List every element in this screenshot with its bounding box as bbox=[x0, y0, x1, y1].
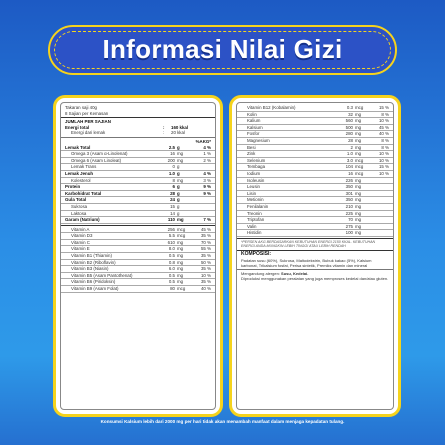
nutrient-name: Vitamin B2 (Riboflavin) bbox=[71, 259, 116, 265]
vitamin-list bbox=[61, 227, 215, 293]
nutrient-amount: 1.0 bbox=[168, 170, 175, 176]
nutrient-amount: 6 bbox=[172, 184, 175, 190]
nutrient-unit: g bbox=[177, 164, 180, 170]
nutrient-name: Kalium bbox=[247, 118, 261, 124]
nutrient-unit: g bbox=[177, 203, 180, 209]
nutrient-name: Omega 6 (Asam Linoleat) bbox=[71, 157, 122, 163]
nutrient-unit: mg bbox=[177, 259, 184, 265]
nutrient-row bbox=[237, 171, 393, 178]
nutrient-amount: 500 bbox=[345, 124, 353, 130]
nutrient-akg: 8 % bbox=[381, 144, 389, 150]
nutrient-name: Gula Total bbox=[65, 197, 87, 203]
nutrient-row bbox=[61, 246, 215, 253]
footer-note: Konsumsi Kalsium lebih dari 2000 mg per hari tidak akan menambah manfaat dalam menjaga kepadatan tulang. bbox=[100, 419, 345, 424]
nutrient-row bbox=[61, 191, 215, 198]
nutrient-row bbox=[61, 227, 215, 234]
nutrient-row bbox=[61, 253, 215, 260]
nutrient-akg: 9 % bbox=[203, 184, 211, 190]
nutrient-amount: 0.5 bbox=[168, 253, 175, 259]
nutrient-amount: 2.5 bbox=[168, 144, 175, 150]
nutrient-unit: mg bbox=[177, 266, 184, 272]
nutrient-unit: mg bbox=[177, 279, 184, 285]
nutrient-row bbox=[61, 260, 215, 267]
nutrient-unit: mcg bbox=[355, 170, 364, 176]
nutrient-akg bbox=[371, 217, 389, 223]
nutrient-name: Laktosa bbox=[71, 210, 87, 216]
nutrient-akg: 8 % bbox=[381, 111, 389, 117]
nutrient-akg bbox=[371, 184, 389, 190]
page-title: Informasi Nilai Gizi bbox=[102, 34, 343, 64]
nutrient-unit: mg bbox=[355, 230, 362, 236]
nutrient-amount: 80 bbox=[170, 286, 175, 292]
nutrient-amount: 8.0 bbox=[168, 246, 175, 252]
nutrient-unit: g bbox=[177, 184, 180, 190]
nutrient-akg: 10 % bbox=[378, 170, 389, 176]
nutrient-akg: 3 % bbox=[203, 177, 211, 183]
nutrient-row bbox=[237, 118, 393, 125]
nutrient-akg: 70 % bbox=[200, 239, 211, 245]
nutrient-unit: g bbox=[177, 197, 180, 203]
nutrient-row bbox=[61, 184, 215, 191]
nutrient-row bbox=[61, 178, 215, 185]
nutrient-name: Vitamin C bbox=[71, 239, 90, 245]
nutrient-name: Lisin bbox=[247, 190, 257, 196]
nutrient-name: Garam (Natrium) bbox=[65, 217, 100, 223]
nutrient-row bbox=[61, 151, 215, 158]
nutrient-name: Triptofan bbox=[247, 217, 265, 223]
nutrient-unit: mg bbox=[355, 131, 362, 137]
nutrient-unit: g bbox=[177, 144, 180, 150]
nutrient-unit: mg bbox=[355, 197, 362, 203]
nutrient-row bbox=[237, 217, 393, 224]
nutrient-unit: mg bbox=[355, 217, 362, 223]
nutrient-name: Valin bbox=[247, 223, 257, 229]
nutrient-name: Zink bbox=[247, 151, 256, 157]
nutrient-akg bbox=[371, 211, 389, 217]
nutrient-name: Magnesium bbox=[247, 137, 270, 143]
nutrient-amount: 110 bbox=[167, 217, 175, 223]
nutrient-akg bbox=[371, 197, 389, 203]
nutrient-row bbox=[61, 279, 215, 286]
akg-header: %AKG* bbox=[195, 138, 211, 144]
nutrient-unit: mcg bbox=[355, 164, 364, 170]
nutrient-akg: 35 % bbox=[200, 279, 211, 285]
nutrient-amount: 280 bbox=[345, 131, 353, 137]
nutrient-amount: 1.0 bbox=[346, 151, 353, 157]
nutrient-amount: 610 bbox=[167, 239, 175, 245]
nutrient-akg bbox=[193, 197, 211, 203]
nutrient-name: Histidin bbox=[247, 230, 262, 236]
nutrient-akg: 10 % bbox=[378, 118, 389, 124]
nutrient-name: Tembaga bbox=[247, 164, 266, 170]
energy-fat-colon: : bbox=[163, 130, 165, 136]
nutrient-row bbox=[237, 230, 393, 237]
nutrient-name: Vitamin B12 (Kobalamin) bbox=[247, 105, 296, 110]
nutrient-name: Vitamin A bbox=[71, 226, 90, 232]
nutrient-row bbox=[61, 240, 215, 247]
nutrient-akg bbox=[371, 204, 389, 210]
nutrient-name: Selenium bbox=[247, 157, 266, 163]
nutrient-row bbox=[237, 211, 393, 218]
nutrient-row bbox=[61, 171, 215, 178]
allergen-value: Susu, Kedelai. bbox=[281, 270, 309, 276]
nutrient-name: Vitamin D3 bbox=[71, 233, 93, 239]
nutrition-panel-right bbox=[229, 95, 401, 417]
nutrient-akg bbox=[371, 191, 389, 197]
nutrient-unit: mg bbox=[177, 151, 184, 157]
nutrient-row bbox=[61, 217, 215, 224]
nutrient-akg bbox=[371, 230, 389, 236]
nutrient-amount: 0.8 bbox=[168, 259, 175, 265]
nutrient-amount: 8 bbox=[172, 177, 175, 183]
nutrient-akg: 50 % bbox=[200, 259, 211, 265]
nutrient-amount: 0 bbox=[172, 164, 175, 170]
nutrient-unit: mcg bbox=[177, 233, 186, 239]
nutrient-name: Besi bbox=[247, 144, 256, 150]
nutrient-akg: 2 % bbox=[203, 157, 211, 163]
energy-total-label: Energi total bbox=[65, 124, 90, 130]
nutrient-amount: 2 bbox=[350, 144, 353, 150]
nutrient-amount: 104 bbox=[345, 164, 353, 170]
nutrient-row bbox=[61, 286, 215, 293]
nutrient-row bbox=[237, 191, 393, 198]
nutrient-akg: 55 % bbox=[200, 246, 211, 252]
allergen-info bbox=[237, 271, 393, 281]
nutrient-amount: 5.5 bbox=[168, 233, 175, 239]
nutrient-unit: mg bbox=[355, 210, 362, 216]
nutrient-name: Sukrosa bbox=[71, 203, 88, 209]
divider bbox=[237, 238, 393, 239]
nutrient-name: Vitamin B5 (Asam Pantothenat) bbox=[71, 272, 133, 278]
nutrient-row bbox=[61, 273, 215, 280]
nutrient-row bbox=[61, 204, 215, 211]
energy-fat-label: Energi dari lemak bbox=[71, 130, 106, 136]
nutrient-amount: 350 bbox=[345, 184, 353, 190]
nutrient-amount: 560 bbox=[345, 118, 353, 124]
nutrient-akg: 15 % bbox=[378, 164, 389, 170]
nutrient-unit: mcg bbox=[355, 157, 364, 163]
mineral-aminoacid-list bbox=[237, 105, 393, 237]
nutrient-unit: mg bbox=[177, 246, 184, 252]
nutrition-panel-left bbox=[53, 95, 223, 417]
nutrient-akg: 8 % bbox=[381, 137, 389, 143]
nutrient-row bbox=[237, 197, 393, 204]
nutrient-name: Protein bbox=[65, 184, 81, 190]
nutrient-row bbox=[61, 145, 215, 152]
nutrient-row bbox=[237, 158, 393, 165]
nutrient-name: Fenilalanin bbox=[247, 203, 269, 209]
nutrient-unit: mg bbox=[355, 203, 362, 209]
akg-footnote: *PERSEN AKG BERDASARKAN KEBUTUHAN ENERGI 2150 KKAL. KEBUTUHAN ENERGI ANDA MUNGKIN LEBIH TINGGI ATAU LEBIH RENDAH bbox=[241, 239, 376, 249]
nutrient-amount: 6.0 bbox=[168, 266, 175, 272]
nutrient-unit: mg bbox=[177, 253, 184, 259]
nutrition-table-left bbox=[60, 102, 216, 410]
nutrient-akg bbox=[193, 164, 211, 170]
nutrient-unit: mg bbox=[355, 124, 362, 130]
nutrient-akg: 10 % bbox=[378, 157, 389, 163]
nutrient-unit: mg bbox=[355, 118, 362, 124]
nutrient-amount: 275 bbox=[345, 223, 353, 229]
nutrient-unit: mg bbox=[355, 111, 362, 117]
nutrient-akg: 7 % bbox=[203, 217, 211, 223]
nutrient-row bbox=[237, 105, 393, 112]
nutrient-name: Treonin bbox=[247, 210, 262, 216]
nutrient-amount: 210 bbox=[345, 203, 353, 209]
nutrient-name: Karbohidrat Total bbox=[65, 190, 102, 196]
serving-size: Takaran saji 40g bbox=[65, 105, 97, 110]
nutrient-akg: 1 % bbox=[203, 151, 211, 157]
energy-total-colon: : bbox=[163, 124, 165, 130]
nutrient-akg: 9 % bbox=[203, 190, 211, 196]
nutrient-name: Kalsium bbox=[247, 124, 263, 130]
energy-fat-row bbox=[61, 130, 215, 136]
nutrient-unit: mg bbox=[355, 190, 362, 196]
nutrient-unit: mcg bbox=[177, 226, 186, 232]
title-banner bbox=[48, 25, 397, 75]
nutrient-unit: mcg bbox=[355, 105, 364, 110]
nutrient-amount: 350 bbox=[345, 197, 353, 203]
nutrient-row bbox=[237, 112, 393, 119]
nutrient-row bbox=[61, 164, 215, 171]
nutrient-row bbox=[61, 197, 215, 204]
nutrient-row bbox=[61, 266, 215, 273]
nutrient-akg: 35 % bbox=[200, 233, 211, 239]
nutrient-amount: 70 bbox=[348, 217, 353, 223]
nutrient-amount: 0.5 bbox=[168, 279, 175, 285]
nutrient-amount: 301 bbox=[345, 190, 353, 196]
divider bbox=[237, 269, 393, 270]
nutrient-name: Lemak Trans bbox=[71, 164, 97, 170]
nutrient-row bbox=[237, 138, 393, 145]
nutrient-name: Vitamin E bbox=[71, 246, 90, 252]
energy-total-value: 160 kkal bbox=[171, 124, 189, 130]
nutrient-name: Iodium bbox=[247, 170, 261, 176]
nutrient-name: Fosfor bbox=[247, 131, 260, 137]
nutrient-name: Lemak Total bbox=[65, 144, 91, 150]
composition-text: Padatan susu (60%), Sukrosa, Maltodekstrin, Bubuk kakao (5%), Kalsium karbonat, Trikalsium fosfat, Perisa sintetik, Premiks vitamin dan mineral bbox=[241, 257, 372, 268]
nutrient-name: Isoleusin bbox=[247, 177, 265, 183]
nutrient-name: Vitamin B9 (Asam Folat) bbox=[71, 286, 119, 292]
nutrient-akg: 40 % bbox=[378, 131, 389, 137]
nutrient-row bbox=[237, 184, 393, 191]
nutrient-unit: mg bbox=[355, 223, 362, 229]
nutrient-unit: mg bbox=[355, 184, 362, 190]
nutrient-unit: mg bbox=[355, 137, 362, 143]
nutrient-amount: 226 bbox=[345, 177, 353, 183]
nutrient-unit: mg bbox=[177, 272, 184, 278]
per-serving-heading: JUMLAH PER SAJIAN bbox=[65, 119, 111, 125]
nutrient-unit: mg bbox=[177, 157, 184, 163]
nutrient-name: Kolin bbox=[247, 111, 257, 117]
nutrient-row bbox=[237, 145, 393, 152]
nutrient-amount: 14 bbox=[170, 210, 175, 216]
divider bbox=[61, 225, 215, 226]
nutrient-akg: 4 % bbox=[203, 144, 211, 150]
divider bbox=[61, 117, 215, 118]
nutrient-row bbox=[237, 224, 393, 231]
nutrient-unit: mg bbox=[355, 144, 362, 150]
servings-per-pack: 8 Sajian per Kemasan bbox=[65, 110, 109, 116]
nutrient-akg: 45 % bbox=[378, 124, 389, 130]
nutrient-akg: 40 % bbox=[200, 286, 211, 292]
nutrient-amount: 256 bbox=[167, 226, 175, 232]
nutrient-unit: mg bbox=[355, 151, 362, 157]
nutrient-row bbox=[237, 164, 393, 171]
nutrient-akg bbox=[371, 224, 389, 230]
nutrient-row bbox=[237, 131, 393, 138]
nutrient-name: Lemak Jenuh bbox=[65, 170, 94, 176]
nutrient-name: Omega 3 (Asam α-Linolenat) bbox=[71, 151, 128, 157]
nutrient-akg: 35 % bbox=[200, 266, 211, 272]
nutrient-unit: g bbox=[177, 170, 180, 176]
nutrient-amount: 28 bbox=[170, 190, 175, 196]
nutrient-list bbox=[61, 145, 215, 224]
nutrient-name: Leusin bbox=[247, 184, 260, 190]
nutrient-name: Vitamin B3 (Niasin) bbox=[71, 266, 109, 272]
nutrient-akg: 10 % bbox=[378, 151, 389, 157]
nutrient-amount: 0.5 bbox=[168, 272, 175, 278]
nutrient-unit: mcg bbox=[177, 286, 186, 292]
nutrient-akg bbox=[193, 204, 211, 210]
nutrient-akg bbox=[193, 211, 211, 217]
nutrient-amount: 24 bbox=[170, 197, 175, 203]
nutrient-amount: 15 bbox=[170, 203, 175, 209]
nutrient-unit: mg bbox=[177, 217, 184, 223]
nutrition-table-right bbox=[236, 102, 394, 410]
nutrient-name: Kolesterol bbox=[71, 177, 91, 183]
nutrient-name: Vitamin B1 (Thiamin) bbox=[71, 253, 112, 259]
nutrient-akg: 10 % bbox=[200, 272, 211, 278]
nutrient-row bbox=[61, 211, 215, 218]
nutrient-akg: 15 % bbox=[378, 105, 389, 110]
nutrient-akg bbox=[371, 178, 389, 184]
nutrient-amount: 32 bbox=[348, 111, 353, 117]
nutrient-row bbox=[237, 204, 393, 211]
nutrient-amount: 28 bbox=[348, 137, 353, 143]
nutrient-row bbox=[61, 158, 215, 165]
nutrient-amount: 0.3 bbox=[346, 105, 353, 110]
nutrient-row bbox=[237, 178, 393, 185]
divider bbox=[61, 137, 215, 138]
nutrient-name: Vitamin B6 (Piridoksin) bbox=[71, 279, 116, 285]
nutrient-amount: 3.0 bbox=[346, 157, 353, 163]
nutrient-amount: 225 bbox=[345, 210, 353, 216]
nutrient-akg: 45 % bbox=[200, 226, 211, 232]
nutrient-name: Metionin bbox=[247, 197, 264, 203]
nutrient-row bbox=[237, 151, 393, 158]
nutrient-amount: 16 bbox=[170, 151, 175, 157]
allergen-text: Diproduksi menggunakan peralatan yang juga memproses kedelai dan/atau gluten. bbox=[241, 275, 389, 281]
nutrient-amount: 200 bbox=[167, 157, 175, 163]
nutrient-unit: g bbox=[177, 210, 180, 216]
nutrient-akg: 35 % bbox=[200, 253, 211, 259]
nutrient-unit: mg bbox=[355, 177, 362, 183]
nutrient-unit: g bbox=[177, 190, 180, 196]
nutrient-akg: 4 % bbox=[203, 170, 211, 176]
energy-fat-value: 20 kkal bbox=[171, 130, 185, 136]
nutrient-amount: 100 bbox=[345, 230, 353, 236]
nutrient-unit: mg bbox=[177, 239, 184, 245]
allergen-prefix: Mengandung alergen: bbox=[241, 270, 282, 276]
nutrient-row bbox=[61, 233, 215, 240]
composition-title: KOMPOSISI: bbox=[241, 251, 272, 258]
nutrient-unit: mg bbox=[177, 177, 184, 183]
nutrient-amount: 16 bbox=[348, 170, 353, 176]
nutrient-row bbox=[237, 125, 393, 132]
